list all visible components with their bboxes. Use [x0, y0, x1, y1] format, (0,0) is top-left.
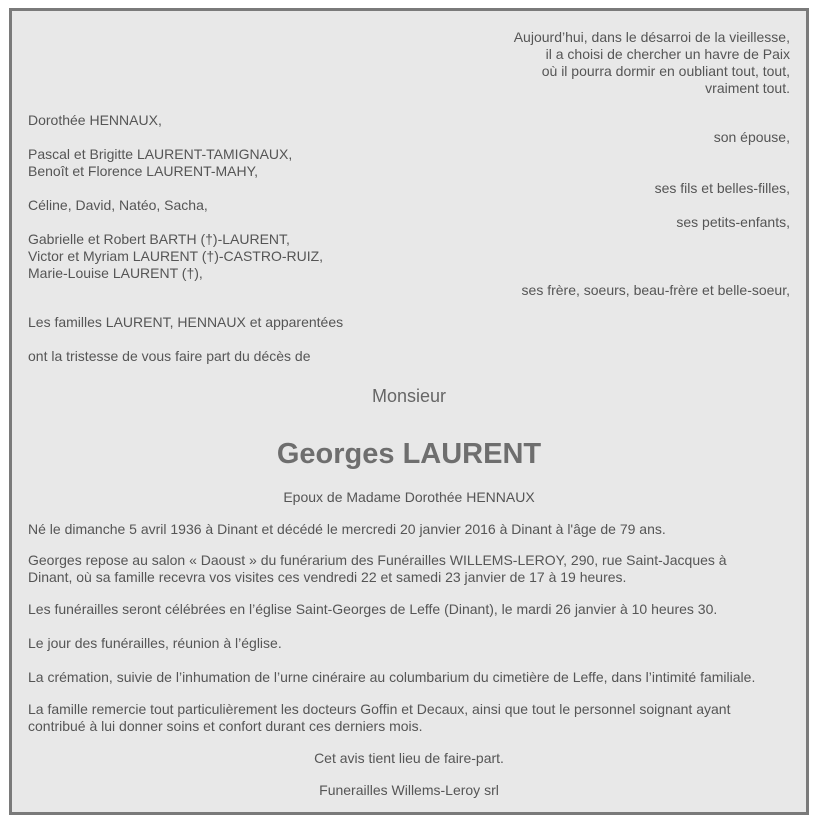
rest-line-2: Dinant, où sa famille recevra vos visites ces vendredi 22 et samedi 23 janvier de 17 à 19 heures. — [28, 569, 627, 585]
spouse-role: son épouse, — [713, 129, 790, 145]
cremation-line: La crémation, suivie de l’inhumation de l’urne cinéraire au columbarium du cimetière de Leffe, dans l’intimité familiale. — [28, 669, 756, 685]
child-2: Benoît et Florence LAURENT-MAHY, — [28, 163, 259, 179]
spouse-name: Dorothée HENNAUX, — [28, 112, 162, 128]
obituary-content — [28, 11, 790, 812]
deceased-name: Georges LAURENT — [276, 438, 542, 470]
children-role: ses fils et belles-filles, — [654, 180, 790, 196]
grandchildren-role: ses petits-enfants, — [676, 214, 790, 230]
siblings-role: ses frère, soeurs, beau-frère et belle-soeur, — [521, 282, 790, 298]
deceased-spouse-line: Epoux de Madame Dorothée HENNAUX — [283, 489, 535, 505]
grandchildren: Céline, David, Natéo, Sacha, — [28, 197, 208, 213]
thanks-line-1: La famille remercie tout particulièrement les docteurs Goffin et Decaux, ainsi que tout le personnel soignant ayant — [28, 701, 731, 717]
notice-line: Cet avis tient lieu de faire-part. — [314, 750, 504, 766]
poem-line-4: vraiment tout. — [705, 80, 790, 96]
sibling-3: Marie-Louise LAURENT (†), — [28, 265, 203, 281]
rest-line-1: Georges repose au salon « Daoust » du funérarium des Funérailles WILLEMS-LEROY, 290, rue Saint-Jacques à — [28, 552, 727, 568]
child-1: Pascal et Brigitte LAURENT-TAMIGNAUX, — [28, 146, 293, 162]
deceased-title: Monsieur — [371, 386, 447, 406]
poem-line-1: Aujourd’hui, dans le désarroi de la vieillesse, — [513, 29, 790, 45]
thanks-line-2: contribué à lui donner soins et confort durant ces derniers mois. — [28, 718, 423, 734]
announcement-line: ont la tristesse de vous faire part du décès de — [28, 348, 311, 364]
birth-death-line: Né le dimanche 5 avril 1936 à Dinant et décédé le mercredi 20 janvier 2016 à Dinant à l'âge de 79 ans. — [28, 521, 666, 537]
obituary-card — [9, 8, 809, 815]
poem-line-2: il a choisi de chercher un havre de Paix — [545, 46, 790, 62]
undertaker-line: Funerailles Willems-Leroy srl — [319, 782, 499, 798]
funeral-line: Les funérailles seront célébrées en l’église Saint-Georges de Leffe (Dinant), le mardi 26 janvier à 10 heures 30. — [28, 601, 718, 617]
reunion-line: Le jour des funérailles, réunion à l’église. — [28, 635, 282, 651]
families-line: Les familles LAURENT, HENNAUX et apparentées — [28, 314, 344, 330]
poem-line-3: où il pourra dormir en oubliant tout, tout, — [541, 63, 790, 79]
sibling-2: Victor et Myriam LAURENT (†)-CASTRO-RUIZ, — [28, 248, 324, 264]
sibling-1: Gabrielle et Robert BARTH (†)-LAURENT, — [28, 231, 290, 247]
